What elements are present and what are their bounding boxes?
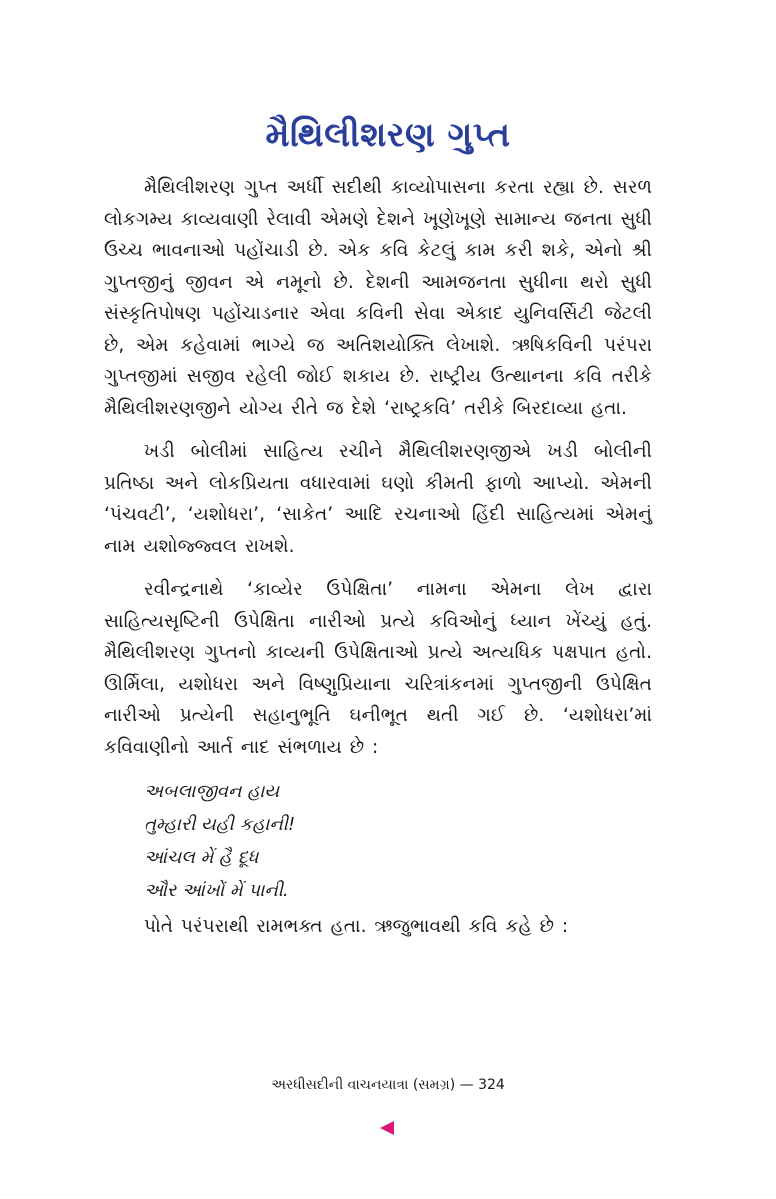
poem-line-2: તુમ્હારી યહી કહાની! bbox=[144, 814, 296, 835]
page-footer: અરધીસદીની વાચનયાત્રા (સમગ્ર) — 324 bbox=[271, 1077, 505, 1093]
poem-quote bbox=[144, 775, 652, 907]
paragraph-3: રવીન્દ્રનાથે ‘કાવ્યેર ઉપેક્ષિતા’ નામના એમના લેખ દ્વારા સાહિત્યસૃષ્ટિની ઉપેક્ષિતા નારીઓ પ્રત્યે કવિઓનું ધ્યાન ખેંચ્યું હતું. મૈથિલીશરણ ગુપ્તનો કાવ્યની ઉપેક્ષિતાઓ પ્રત્યે અત્યધિક પક્ષપાત હતો. ઊર્મિલા, યશોધરા અને વિષ્ણુપ્રિયાના ચરિત્રાંકનમાં ગુપ્તજીની ઉપેક્ષિત નારીઓ પ્રત્યેની સહાનુભૂતિ ઘનીભૂત થતી ગઈ છે. ‘યશોધરા’માં કવિવાણીનો આર્ત નાદ સંભળાય છે : bbox=[104, 579, 652, 758]
poem-line-1: અબલાજીવન હાય bbox=[144, 781, 280, 802]
page-body bbox=[104, 172, 652, 943]
paragraph-2: ખડી બોલીમાં સાહિત્ય રચીને મૈથિલીશરણજીએ ખડી બોલીની પ્રતિષ્ઠા અને લોકપ્રિયતા વધારવામાં ઘણો કીમતી ફાળો આપ્યો. એમની ‘પંચવટી’, ‘યશોધરા’, ‘સાકેત’ આદિ રચનાઓ હિંદી સાહિત્યમાં એમનું નામ યશોજ્જ્વલ રાખશે. bbox=[104, 441, 652, 557]
page-title: મૈથિલીશરણ ગુપ્ત bbox=[265, 114, 511, 155]
closing-paragraph: પોતે પરંપરાથી રામભક્ત હતા. ઋજુભાવથી કવિ કહે છે : bbox=[144, 916, 569, 937]
poem-line-4: ઔર આંખોં મેં પાની. bbox=[144, 880, 289, 901]
prev-page-triangle-icon[interactable] bbox=[380, 1121, 394, 1135]
paragraph-1: મૈથિલીશરણ ગુપ્ત અર્ધી સદીથી કાવ્યોપાસના કરતા રહ્યા છે. સરળ લોકગમ્ય કાવ્યવાણી રેલાવી એમણે દેશને ખૂણેખૂણે સામાન્ય જનતા સુધી ઉચ્ચ ભાવનાઓ પહોંચાડી છે. એક કવિ કેટલું કામ કરી શકે, એનો શ્રી ગુપ્તજીનું જીવન એ નમૂનો છે. દેશની આમજનતા સુધીના થરો સુધી સંસ્કૃતિપોષણ પહોંચાડનાર એવા કવિની સેવા એકાદ યુનિવર્સિટી જેટલી છે, એમ કહેવામાં ભાગ્યે જ અતિશયોક્તિ લેખાશે. ઋષિકવિની પરંપરા ગુપ્તજીમાં સજીવ રહેલી જોઈ શકાય છે. રાષ્ટ્રીય ઉત્થાનના કવિ તરીકે મૈથિલીશરણજીને યોગ્ય રીતે જ દેશે ‘રાષ્ટ્રકવિ’ તરીકે બિરદાવ્યા હતા. bbox=[104, 177, 652, 419]
poem-line-3: આંચલ મેં હૈ દૂધ bbox=[144, 847, 259, 868]
